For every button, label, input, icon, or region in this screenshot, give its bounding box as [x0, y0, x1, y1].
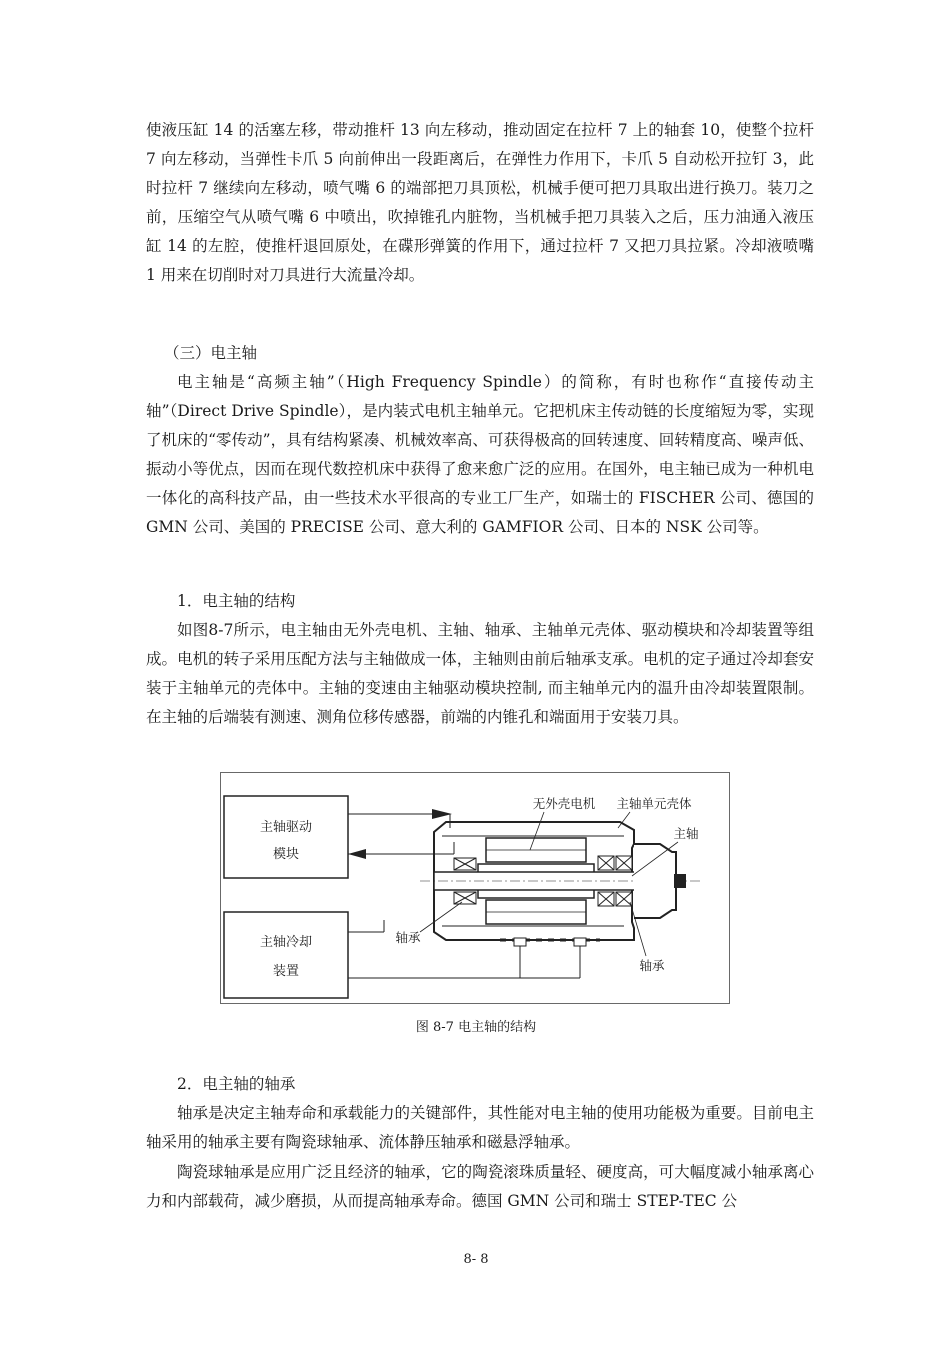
- label-motor: 无外壳电机: [532, 796, 596, 811]
- drive-module-label-2: 模块: [272, 847, 300, 862]
- paragraph-4: 轴承是决定主轴寿命和承载能力的关键部件，其性能对电主轴的使用功能极为重要。目前电主轴采用的轴承主要有陶瓷球轴承、流体静压轴承和磁悬浮轴承。: [146, 1104, 814, 1151]
- cooling-label-2: 装置: [272, 964, 300, 979]
- label-bearing-right: 轴承: [639, 958, 665, 973]
- drive-module-label-1: 主轴驱动: [259, 820, 313, 835]
- label-spindle: 主轴: [673, 826, 699, 841]
- spindle-nose: [634, 844, 676, 918]
- label-housing: 主轴单元壳体: [616, 796, 692, 811]
- spindle-diagram: [220, 772, 730, 1004]
- figure-caption: 图 8-7 电主轴的结构: [415, 1020, 537, 1035]
- subheading-bearings: 2．电主轴的轴承: [177, 1075, 296, 1093]
- cooling-label-1: 主轴冷却: [259, 935, 313, 950]
- subheading-structure: 1．电主轴的结构: [177, 592, 296, 610]
- page-number: 8- 8: [463, 1252, 489, 1267]
- paragraph-5: 陶瓷球轴承是应用广泛且经济的轴承，它的陶瓷滚珠质量轻、硬度高，可大幅度减小轴承离心力和内部载荷，减少磨损，从而提高轴承寿命。德国 GMN 公司和瑞士 STEP-TEC 公: [146, 1163, 814, 1210]
- figure-8-7: [220, 772, 730, 1004]
- label-bearing-left: 轴承: [395, 930, 421, 945]
- paragraph-1: 使液压缸 14 的活塞左移，带动推杆 13 向左移动，推动固定在拉杆 7 上的轴套 10，使整个拉杆 7 向左移动，当弹性卡爪 5 向前伸出一段距离后，在弹性力作用下，卡爪 5 自动松开拉钉 3，此时拉杆 7 继续向左移动，喷气嘴 6 的端部把刀具顶松，机械手便可把刀具取出进行换刀。装刀之前，压缩空气从喷气嘴 6 中喷出，吹掉锥孔内脏物，当机械手把刀具装入之后，压力油通入液压缸 14 的左腔，使推杆退回原处，在碟形弹簧的作用下，通过拉杆 7 又把刀具拉紧。冷却液喷嘴 1 用来在切削时对刀具进行大流量冷却。: [146, 121, 814, 284]
- section-heading: （三）电主轴: [164, 344, 258, 362]
- paragraph-2: 电主轴是“高频主轴”（High Frequency Spindle）的简称，有时也称作“直接传动主轴”（Direct Drive Spindle），是内装式电机主轴单元。它把机床主传动链的长度缩短为零，实现了机床的“零传动”，具有结构紧凑、机械效率高、可获得极高的回转速度、回转精度高、噪声低、振动小等优点，因而在现代数控机床中获得了愈来愈广泛的应用。在国外，电主轴已成为一种机电一体化的高科技产品，由一些技术水平很高的专业工厂生产，如瑞士的 FISCHER 公司、德国的 GMN 公司、美国的 PRECISE 公司、意大利的 GAMFIOR 公司、日本的 NSK 公司等。: [146, 373, 814, 536]
- paragraph-3: 如图8-7所示，电主轴由无外壳电机、主轴、轴承、主轴单元壳体、驱动模块和冷却装置等组成。电机的转子采用压配方法与主轴做成一体，主轴则由前后轴承支承。电机的定子通过冷却套安装于主轴单元的壳体中。主轴的变速由主轴驱动模块控制, 而主轴单元内的温升由冷却装置限制。在主轴的后端装有测速、测角位移传感器，前端的内锥孔和端面用于安装刀具。: [146, 621, 814, 726]
